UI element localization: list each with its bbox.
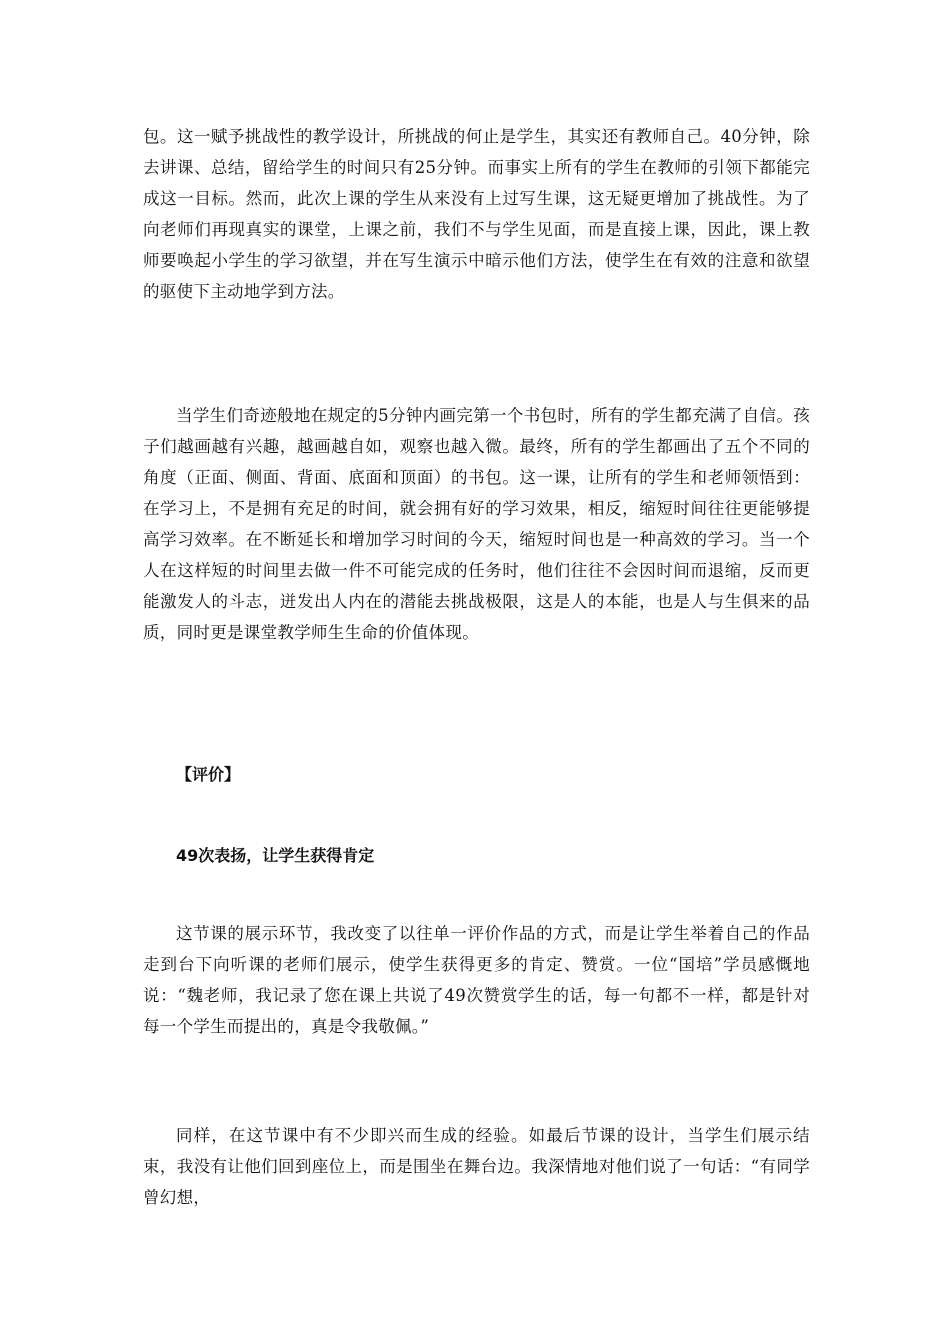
- paragraph-3: 这节课的展示环节，我改变了以往单一评价作品的方式，而是让学生举着自己的作品走到台下向听课的老师们展示，使学生获得更多的肯定、赞赏。一位“国培”学员感慨地说：“魏老师，我记录了您在课上共说了49次赞赏学生的话，每一句都不一样，都是针对每一个学生而提出的，真是令我敬佩。”: [143, 924, 810, 1036]
- paragraph-2: 当学生们奇迹般地在规定的5分钟内画完第一个书包时，所有的学生都充满了自信。孩子们越画越有兴趣，越画越自如，观察也越入微。最终，所有的学生都画出了五个不同的角度（正面、侧面、背面、底面和顶面）的书包。这一课，让所有的学生和老师领悟到：在学习上，不是拥有充足的时间，就会拥有好的学习效果，相反，缩短时间往往更能够提高学习效率。在不断延长和增加学习时间的今天，缩短时间也是一种高效的学习。当一个人在这样短的时间里去做一件不可能完成的任务时，他们往往不会因时间而退缩，反而更能激发人的斗志，迸发出人内在的潜能去挑战极限，这是人的本能，也是人与生俱来的品质，同时更是课堂教学师生生命的价值体现。: [143, 406, 810, 642]
- paragraph-4: 同样，在这节课中有不少即兴而生成的经验。如最后节课的设计，当学生们展示结束，我没有让他们回到座位上，而是围坐在舞台边。我深情地对他们说了一句话：“有同学曾幻想，: [143, 1126, 810, 1207]
- subheading: 49次表扬，让学生获得肯定: [176, 846, 375, 865]
- section-heading: 【评价】: [176, 765, 241, 784]
- paragraph-1: 包。这一赋予挑战性的教学设计，所挑战的何止是学生，其实还有教师自己。40分钟，除去讲课、总结，留给学生的时间只有25分钟。而事实上所有的学生在教师的引领下都能完成这一目标。然而，此次上课的学生从来没有上过写生课，这无疑更增加了挑战性。为了向老师们再现真实的课堂，上课之前，我们不与学生见面，而是直接上课，因此，课上教师要唤起小学生的学习欲望，并在写生演示中暗示他们方法，使学生在有效的注意和欲望的驱使下主动地学到方法。: [143, 127, 810, 301]
